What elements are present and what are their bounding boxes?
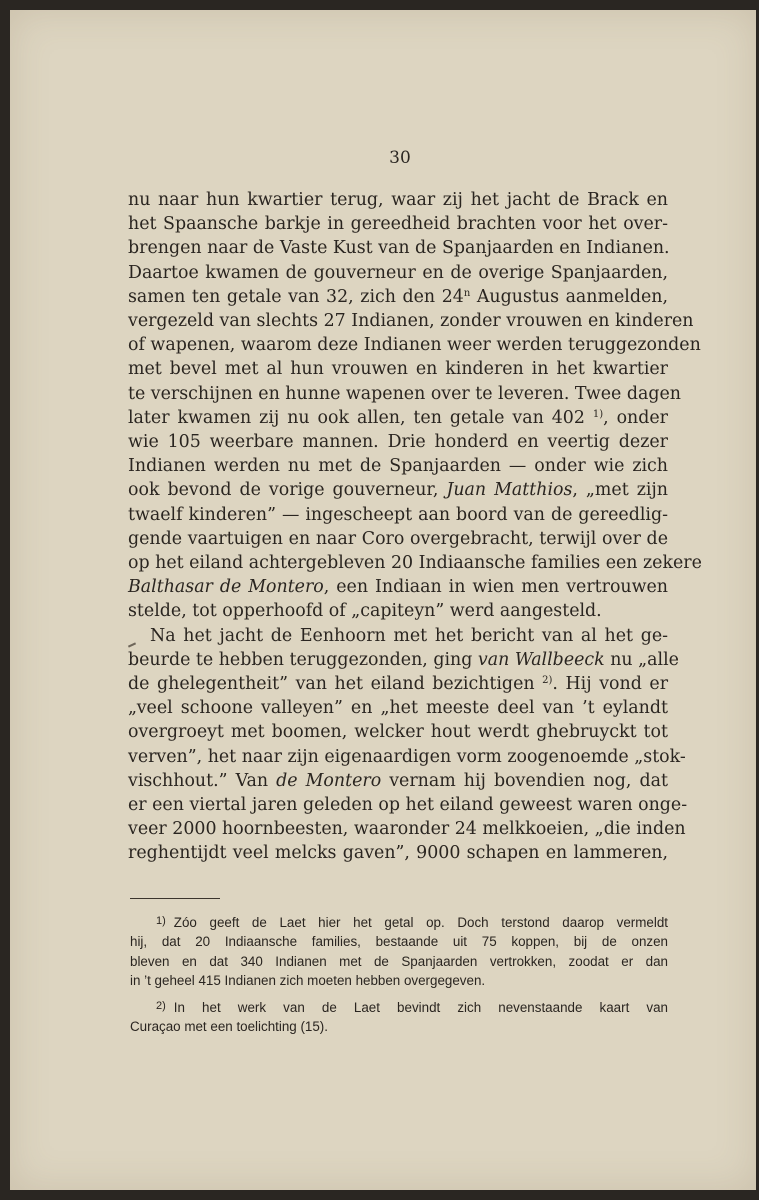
- footnote-mark: 1): [156, 915, 166, 927]
- text-run: veer 2000 hoornbeesten, waaronder 24 melkkoeien, „die inden: [128, 819, 686, 840]
- page-number: 30: [389, 148, 411, 168]
- text-line: [128, 333, 701, 357]
- superscript: 1): [592, 408, 604, 420]
- text-line: [128, 648, 679, 672]
- text-run: overgroeyt met boomen, welcker hout werdt ghebruyckt tot: [128, 722, 668, 743]
- text-run: ook bevond de vorige gouverneur,: [128, 480, 447, 501]
- italic-name: Juan Matthios: [446, 480, 573, 501]
- text-run: Augustus aanmelden,: [470, 286, 668, 307]
- footnotes: [130, 912, 668, 1042]
- footnote-text: in ’t geheel 415 Indianen zich moeten hebben overgegeven.: [130, 973, 486, 989]
- footnote-line: [130, 997, 668, 1017]
- text-run: samen ten getale van 32, zich den 24: [128, 286, 464, 307]
- italic-name: Balthasar de Montero: [128, 577, 324, 598]
- text-line: [128, 309, 694, 333]
- text-run: twaelf kinderen” — ingescheept aan boord van de gereedlig-: [128, 504, 668, 525]
- text-run: nu naar hun kwartier terug, waar zij het jacht de Brack en: [128, 190, 668, 210]
- text-line: [128, 575, 668, 599]
- text-run: vischhout.” Van: [128, 770, 277, 791]
- text-run: de ghelegentheit” van het eiland bezichtigen: [128, 674, 543, 695]
- text-run: later kwamen zij nu ook allen, ten getale van 402: [128, 407, 593, 428]
- text-line: [128, 357, 668, 381]
- text-line: [128, 793, 688, 817]
- text-run: vergezeld van slechts 27 Indianen, zonder vrouwen en kinderen: [128, 311, 694, 332]
- body-text: [128, 188, 702, 866]
- text-line: [128, 817, 686, 841]
- footnote-text: Curaçao met een toelichting (15).: [130, 1019, 328, 1035]
- text-run: Daartoe kwamen de gouverneur en de overige Spanjaarden,: [128, 262, 668, 283]
- text-run: „veel schoone valleyen” en „het meeste deel van ’t eylandt: [128, 698, 668, 719]
- footnote-divider: [130, 898, 220, 899]
- text-run: met bevel met al hun vrouwen en kinderen in het kwartier: [128, 359, 668, 380]
- text-run: vernam hij bovendien nog, dat: [381, 770, 668, 791]
- text-line: [128, 430, 668, 454]
- footnote-line: [130, 952, 668, 971]
- text-run: of wapenen, waarom deze Indianen weer werden teruggezonden: [128, 335, 701, 356]
- text-line: [128, 841, 668, 865]
- text-run: . Hij vond er: [552, 674, 669, 695]
- book-page: [10, 10, 756, 1190]
- footnote-line: [130, 1017, 668, 1036]
- text-line: [128, 212, 668, 236]
- text-line: [128, 527, 668, 551]
- text-line: [128, 599, 668, 623]
- text-line: [128, 503, 668, 527]
- italic-name: de Montero: [276, 770, 382, 791]
- text-line: [128, 769, 668, 793]
- text-run: Na het jacht de Eenhoorn met het bericht van al het ge-: [150, 625, 668, 646]
- footnote-text: bleven en dat 340 Indianen met de Spanjaarden vertrokken, zoodat er dan: [130, 953, 668, 969]
- superscript: n: [463, 287, 471, 299]
- footnote-mark: 2): [156, 999, 166, 1012]
- text-run: brengen naar de Vaste Kust van de Spanjaarden en Indianen.: [128, 238, 670, 259]
- text-run: op het eiland achtergebleven 20 Indiaansche families een zekere: [128, 553, 702, 574]
- footnote-line: [130, 932, 668, 951]
- text-run: beurde te hebben teruggezonden, ging: [128, 649, 478, 670]
- footnote-line: [130, 912, 668, 932]
- italic-name: van Wallbeeck: [477, 649, 605, 670]
- text-line: [128, 261, 668, 285]
- text-run: , onder: [603, 407, 668, 428]
- text-run: nu „alle: [604, 649, 679, 670]
- text-line: [128, 624, 668, 648]
- footnote-text: In het werk van de Laet bevindt zich nevenstaande kaart van: [173, 999, 668, 1015]
- text-line: [128, 745, 686, 769]
- text-run: het Spaansche barkje in gereedheid brachten voor het over-: [128, 214, 668, 235]
- text-line: [128, 454, 668, 478]
- text-line: [128, 188, 668, 212]
- text-run: Indianen werden nu met de Spanjaarden — onder wie zich: [128, 456, 668, 477]
- text-line: [128, 406, 668, 430]
- superscript: 2): [542, 675, 553, 687]
- text-run: te verschijnen en hunne wapenen over te leveren. Twee dagen: [128, 383, 681, 404]
- text-run: , een Indiaan in wien men vertrouwen: [323, 577, 668, 598]
- footnote: [130, 912, 668, 991]
- text-run: gende vaartuigen en naar Coro overgebracht, terwijl over de: [128, 528, 668, 549]
- text-line: [128, 382, 681, 406]
- footnote: [130, 997, 668, 1037]
- footnote-text: hij, dat 20 Indiaansche families, bestaande uit 75 koppen, bij de onzen: [130, 934, 668, 950]
- text-line: [128, 551, 702, 575]
- text-line: [128, 720, 668, 744]
- text-line: [128, 478, 668, 502]
- text-line: [128, 672, 668, 696]
- text-run: stelde, tot opperhoofd of „capiteyn” werd aangesteld.: [128, 601, 602, 622]
- text-run: reghentijdt veel melcks gaven”, 9000 schapen en lammeren,: [128, 843, 668, 864]
- text-run: verven”, het naar zijn eigenaardigen vorm zoogenoemde „stok-: [128, 746, 686, 767]
- footnote-text: Zóo geeft de Laet hier het getal op. Doch terstond daarop vermeldt: [173, 915, 668, 930]
- text-run: , „met zijn: [572, 480, 669, 501]
- text-line: [128, 285, 668, 309]
- text-line: [128, 236, 668, 260]
- text-run: er een viertal jaren geleden op het eiland geweest waren onge-: [128, 795, 688, 816]
- text-run: wie 105 weerbare mannen. Drie honderd en veertig dezer: [128, 432, 668, 453]
- footnote-line: [130, 971, 668, 990]
- text-line: [128, 696, 668, 720]
